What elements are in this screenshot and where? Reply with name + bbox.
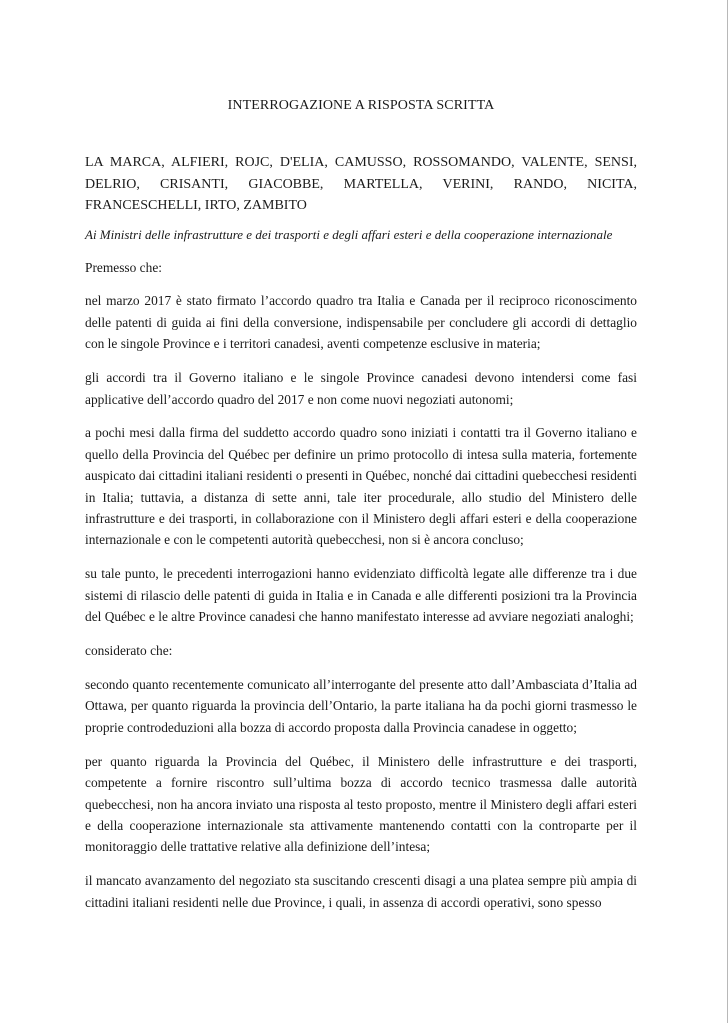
- paragraph-quebec-bozza: per quanto riguarda la Provincia del Québec, il Ministero delle infrastrutture e dei trasporti, competente a fornire riscontro sull’ultima bozza di accordo tecnico trasmessa dalle autorità quebecchesi, non ha ancora inviato una risposta al testo proposto, mentre il Ministero degli affari esteri e della cooperazione internazionale sta attivamente mantenendo contatti con la controparte per il monitoraggio delle trattative relative alla definizione dell’intesa;: [85, 753, 637, 855]
- paragraph-ontario: secondo quanto recentemente comunicato all’interrogante del presente atto dall’Ambasciata d’Italia ad Ottawa, per quanto riguarda la provincia dell’Ontario, la parte italiana ha da pochi giorni trasmesso le proprie controdeduzioni alla bozza di accordo proposta dalla Provincia canadese in oggetto;: [85, 677, 637, 735]
- document-page: [85, 96, 637, 913]
- paragraph-precedenti-interrogazioni: su tale punto, le precedenti interrogazioni hanno evidenziato difficoltà legate alle differenze tra i due sistemi di rilascio delle patenti di guida in Italia e in Canada e alle differenti posizioni tra la Provincia del Québec e le altre Province canadesi che hanno manifestato interesse ad avviare negoziati analoghi;: [85, 566, 637, 625]
- paragraph-accordo-quadro: nel marzo 2017 è stato firmato l’accordo quadro tra Italia e Canada per il reciproco riconoscimento delle patenti di guida ai fini della conversione, indispensabile per concludere gli accordi di dettaglio con le singole Province e i territori canadesi, aventi competenze esclusive in materia;: [85, 293, 637, 352]
- paragraph-fasi-applicative: gli accordi tra il Governo italiano e le singole Province canadesi devono intendersi come fasi applicative dell’accordo quadro del 2017 e non come nuovi negoziati autonomi;: [85, 370, 637, 407]
- paragraph-mancato-avanzamento: il mancato avanzamento del negoziato sta suscitando crescenti disagi a una platea sempre più ampia di cittadini italiani residenti nelle due Province, i quali, in assenza di accordi operativi, sono spesso: [85, 873, 637, 910]
- paragraph-premesso: Premesso che:: [85, 259, 162, 275]
- paragraph-considerato: considerato che:: [85, 643, 173, 659]
- signers-list: LA MARCA, ALFIERI, ROJC, D'ELIA, CAMUSSO, ROSSOMANDO, VALENTE, SENSI, DELRIO, CRISANTI, GIACOBBE, MARTELLA, VERINI, RANDO, NICITA, FRANCESCHELLI, IRTO, ZAMBITO: [85, 155, 637, 213]
- recipients-line: Ai Ministri delle infrastrutture e dei trasporti e degli affari esteri e della cooperazione internazionale: [85, 226, 613, 242]
- paragraph-quebec-contatti: a pochi mesi dalla firma del suddetto accordo quadro sono iniziati i contatti tra il Governo italiano e quello della Provincia del Québec per definire un primo protocollo di intesa sulla materia, fortemente auspicato dai cittadini italiani residenti o presenti in Québec, nonché dai cittadini quebecchesi residenti in Italia; tuttavia, a distanza di sette anni, tale iter procedurale, allo studio del Ministero delle infrastrutture e dei trasporti, in collaborazione con il Ministero degli affari esteri e della cooperazione internazionale e con le competenti autorità quebecchesi, non si è ancora concluso;: [85, 425, 637, 548]
- document-title: INTERROGAZIONE A RISPOSTA SCRITTA: [227, 98, 495, 113]
